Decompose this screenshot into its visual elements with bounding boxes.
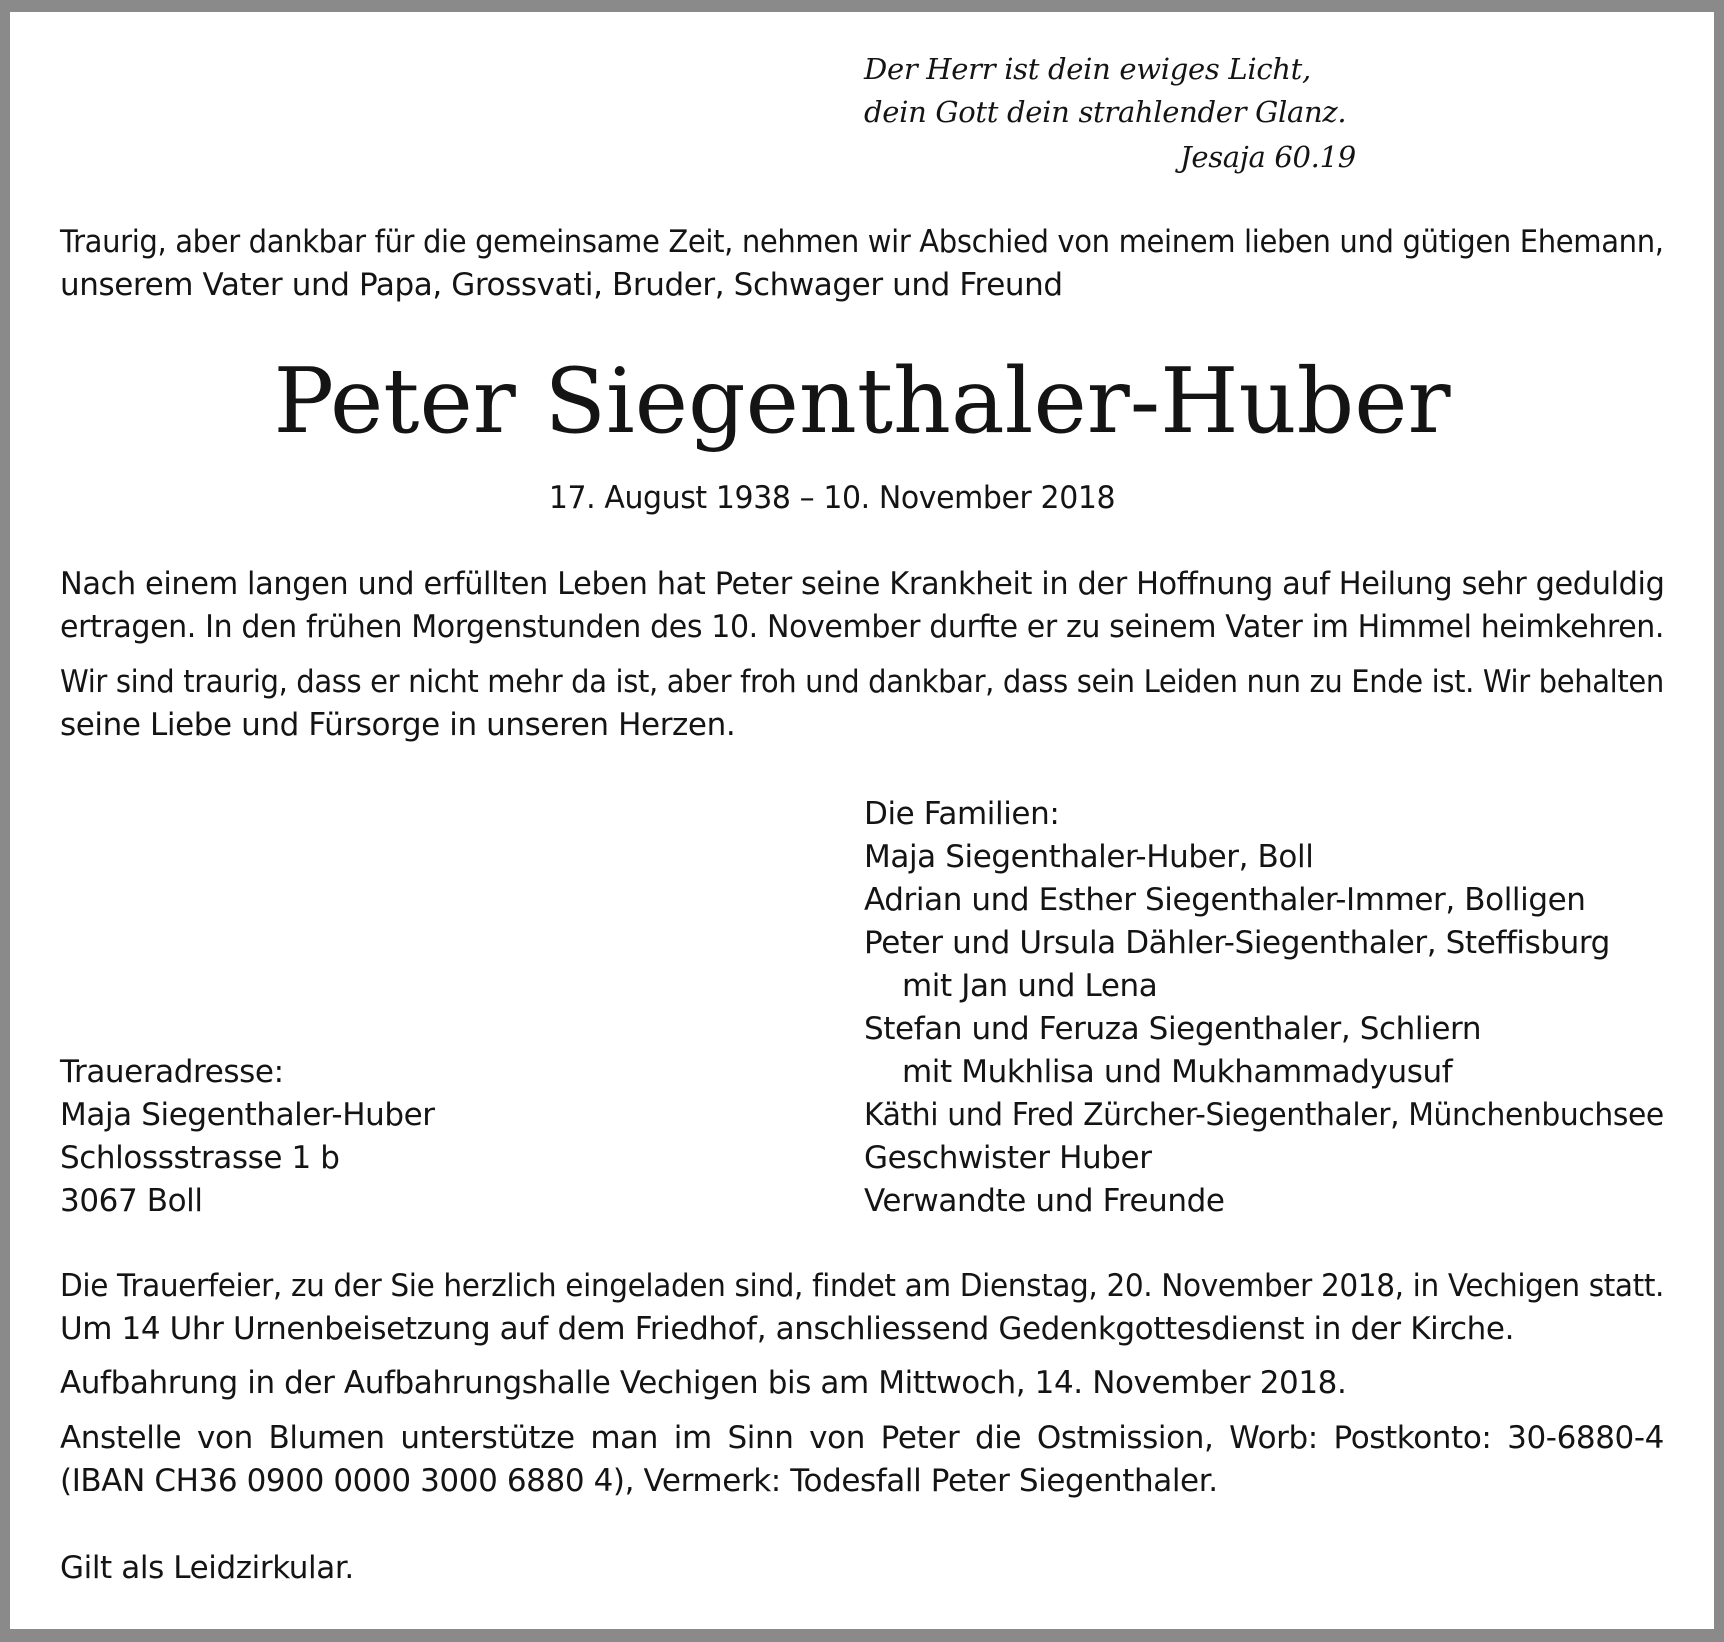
intro-line-1: Traurig, aber dankbar für die gemeinsame Zeit, nehmen wir Abschied von meinem lieben und gütigen Ehemann,: [60, 224, 1664, 260]
address-name: Maja Siegenthaler-Huber: [60, 1097, 435, 1133]
family-line: mit Jan und Lena: [902, 968, 1158, 1004]
verse-line-1: Der Herr ist dein ewiges Licht,: [864, 52, 1311, 86]
tribute-p2-line-2: seine Liebe und Fürsorge in unseren Herzen.: [60, 707, 736, 743]
family-line: Peter und Ursula Dähler-Siegenthaler, Steffisburg: [864, 925, 1610, 961]
life-dates: 17. August 1938 – 10. November 2018: [548, 480, 1116, 516]
tribute-p1-line-1: Nach einem langen und erfüllten Leben hat Peter seine Krankheit in der Hoffnung auf Heilung sehr geduldig: [60, 566, 1665, 602]
address-label: Traueradresse:: [60, 1054, 284, 1090]
family-line: Käthi und Fred Zürcher-Siegenthaler, Münchenbuchsee: [864, 1097, 1664, 1133]
family-line: Stefan und Feruza Siegenthaler, Schliern: [864, 1011, 1482, 1047]
donation-line-1: Anstelle von Blumen unterstütze man im Sinn von Peter die Ostmission, Worb: Postkonto: 30-6880-4: [60, 1420, 1664, 1456]
intro-line-2: unserem Vater und Papa, Grossvati, Bruder, Schwager und Freund: [60, 267, 1063, 303]
family-line: Maja Siegenthaler-Huber, Boll: [864, 839, 1314, 875]
donation-line-2: (IBAN CH36 0900 0000 3000 6880 4), Vermerk: Todesfall Peter Siegenthaler.: [60, 1463, 1218, 1499]
families-heading: Die Familien:: [864, 796, 1060, 832]
verse-line-2: dein Gott dein strahlender Glanz.: [864, 95, 1347, 129]
family-line: Geschwister Huber: [864, 1140, 1152, 1176]
ceremony-line-1: Die Trauerfeier, zu der Sie herzlich eingeladen sind, findet am Dienstag, 20. November 2018, in Vechigen statt.: [60, 1268, 1665, 1304]
tribute-p2-line-1: Wir sind traurig, dass er nicht mehr da ist, aber froh und dankbar, dass sein Leiden nun zu Ende ist. Wir behalten: [60, 664, 1664, 700]
family-line: Adrian und Esther Siegenthaler-Immer, Bolligen: [864, 882, 1586, 918]
circular-note: Gilt als Leidzirkular.: [60, 1550, 354, 1586]
tribute-p1-line-2: ertragen. In den frühen Morgenstunden des 10. November durfte er zu seinem Vater im Himmel heimkehren.: [60, 609, 1665, 645]
family-line: Verwandte und Freunde: [864, 1183, 1225, 1219]
viewing-info: Aufbahrung in der Aufbahrungshalle Vechigen bis am Mittwoch, 14. November 2018.: [60, 1365, 1347, 1401]
verse-reference: Jesaja 60.19: [1180, 140, 1356, 174]
family-line: mit Mukhlisa und Mukhammadyusuf: [902, 1054, 1453, 1090]
address-city: 3067 Boll: [60, 1183, 203, 1219]
deceased-name: Peter Siegenthaler-Huber: [273, 349, 1451, 454]
address-street: Schlossstrasse 1 b: [60, 1140, 340, 1176]
ceremony-line-2: Um 14 Uhr Urnenbeisetzung auf dem Friedhof, anschliessend Gedenkgottesdienst in der Kirche.: [60, 1311, 1515, 1347]
